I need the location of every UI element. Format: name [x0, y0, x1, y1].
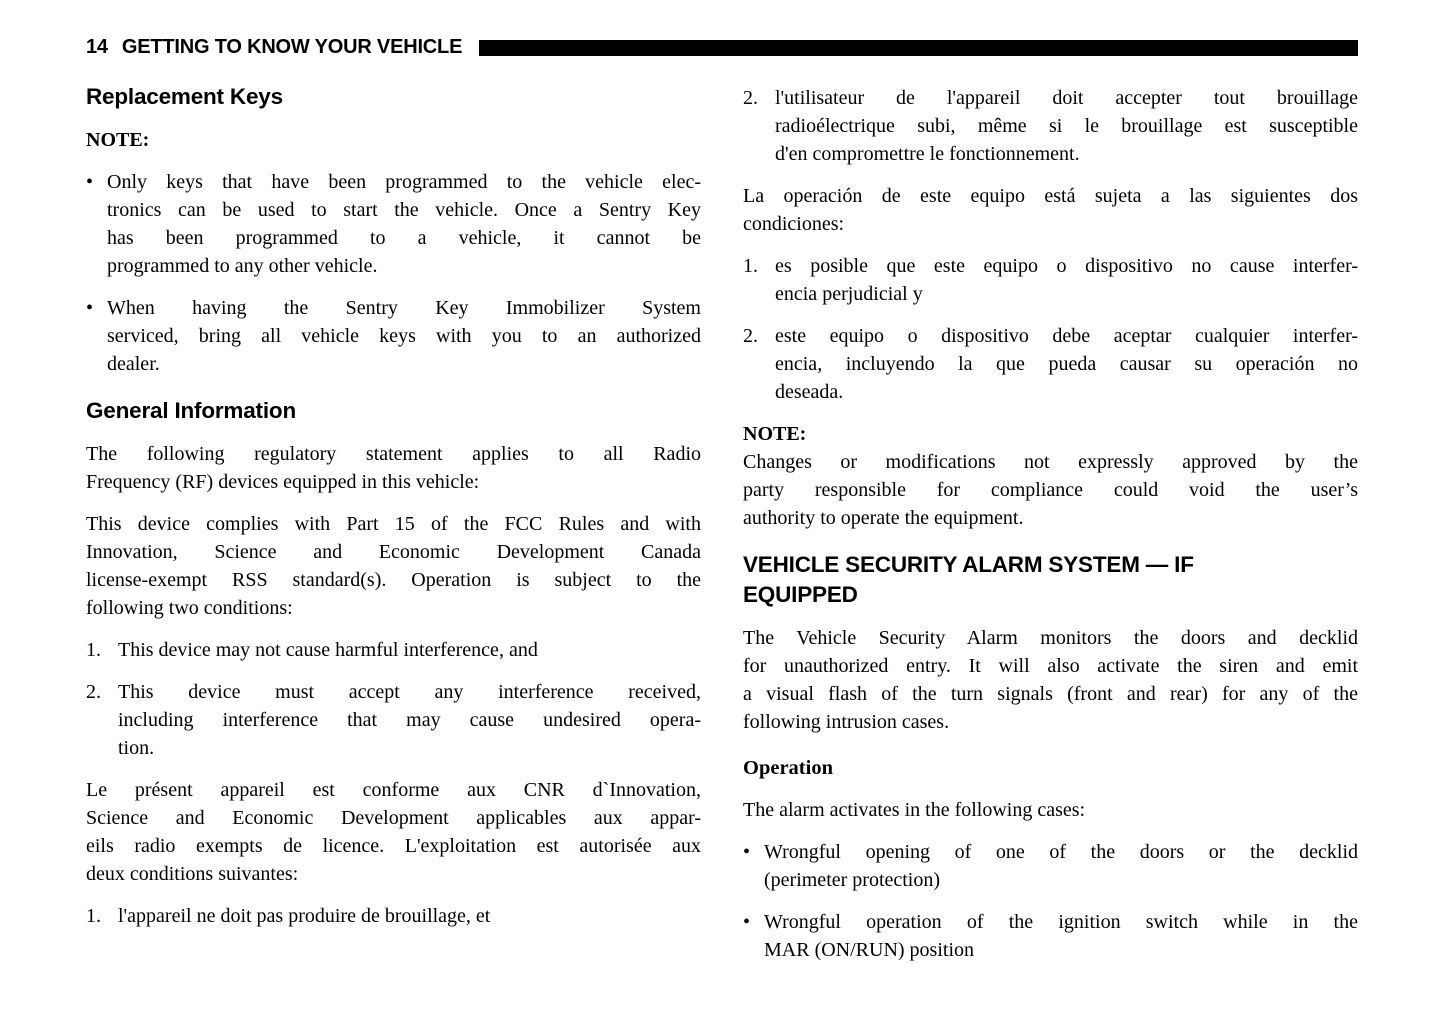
text-line: l'utilisateur de l'appareil doit accepter tout brouillage [775, 87, 1358, 109]
item-content [107, 168, 701, 280]
paragraph [743, 796, 1358, 824]
text-line: authority to operate the equipment. [743, 507, 1024, 529]
item-number: 1. [86, 639, 101, 661]
bullet-marker: • [86, 297, 94, 319]
text-line: The alarm activates in the following cases: [743, 799, 1086, 821]
text-line: The Vehicle Security Alarm monitors the doors and decklid [743, 627, 1358, 649]
text-line: The following regulatory statement applies to all Radio [86, 443, 701, 465]
numbered-item [86, 678, 701, 762]
text-line: deux conditions suivantes: [86, 863, 299, 885]
header-title: GETTING TO KNOW YOUR VEHICLE [121, 36, 463, 58]
page-header [86, 36, 1358, 58]
text-line: este equipo o dispositivo debe aceptar cualquier interfer- [775, 325, 1358, 347]
item-number: 2. [743, 325, 758, 347]
heading-line: Replacement Keys [86, 84, 283, 109]
item-content [764, 908, 1358, 964]
text-line: MAR (ON/RUN) position [764, 939, 975, 961]
text-line: following intrusion cases. [743, 711, 950, 733]
text-line: deseada. [775, 381, 844, 403]
text-line: serviced, bring all vehicle keys with you to an authorized [107, 325, 701, 347]
item-number: 1. [743, 255, 758, 277]
text-line: This device must accept any interference received, [118, 681, 701, 703]
text-line: license-exempt RSS standard(s). Operation is subject to the [86, 569, 701, 591]
text-line: eils radio exempts de licence. L'exploitation est autorisée aux [86, 835, 701, 857]
text-line: radioélectrique subi, même si le brouillage est susceptible [775, 115, 1358, 137]
text-line: Wrongful operation of the ignition switch while in the [764, 911, 1358, 933]
item-content [775, 84, 1358, 168]
bullet-item [743, 908, 1358, 964]
bullet-item [86, 168, 701, 280]
text-line: including interference that may cause undesired opera- [118, 709, 701, 731]
numbered-item [743, 322, 1358, 406]
paragraph [743, 448, 1358, 532]
paragraph [86, 440, 701, 496]
numbered-item [86, 636, 701, 664]
item-content [764, 838, 1358, 894]
text-line: a visual flash of the turn signals (front and rear) for any of the [743, 683, 1358, 705]
numbered-item [743, 252, 1358, 308]
text-line: Only keys that have been programmed to the vehicle elec- [107, 171, 701, 193]
text-line: has been programmed to a vehicle, it cannot be [107, 227, 701, 249]
paragraph [743, 624, 1358, 736]
text-line: party responsible for compliance could void the user’s [743, 479, 1358, 501]
text-line: for unauthorized entry. It will also activate the siren and emit [743, 655, 1358, 677]
text-line: d'en compromettre le fonctionnement. [775, 143, 1080, 165]
item-number: 2. [743, 87, 758, 109]
bullet-marker: • [743, 841, 751, 863]
item-number: 2. [86, 681, 101, 703]
numbered-item [86, 902, 701, 930]
text-line: Changes or modifications not expressly approved by the [743, 451, 1358, 473]
text-line: dealer. [107, 353, 160, 375]
item-content [118, 902, 701, 930]
bullet-marker: • [86, 171, 94, 193]
note-label: NOTE: [86, 129, 150, 151]
text-line: Wrongful opening of one of the doors or the decklid [764, 841, 1358, 863]
text-line: es posible que este equipo o dispositivo no cause interfer- [775, 255, 1358, 277]
paragraph [743, 182, 1358, 238]
left-column [86, 84, 701, 964]
item-number: 1. [86, 905, 101, 927]
text-line: La operación de este equipo está sujeta a las siguientes dos [743, 185, 1358, 207]
text-line: This device may not cause harmful interference, and [118, 639, 538, 661]
text-line: Innovation, Science and Economic Development Canada [86, 541, 701, 563]
text-line: tronics can be used to start the vehicle. Once a Sentry Key [107, 199, 701, 221]
text-line: When having the Sentry Key Immobilizer System [107, 297, 701, 319]
text-line: programmed to any other vehicle. [107, 255, 378, 277]
section-heading [86, 396, 701, 426]
text-line: condiciones: [743, 213, 845, 235]
text-line: This device complies with Part 15 of the FCC Rules and with [86, 513, 701, 535]
item-content [107, 294, 701, 378]
header-bar [479, 40, 1358, 56]
page-number: 14 [86, 36, 108, 58]
note-label: NOTE: [743, 423, 807, 445]
text-line: tion. [118, 737, 155, 759]
bullet-item [86, 294, 701, 378]
heading-line: EQUIPPED [743, 582, 858, 607]
heading-line: VEHICLE SECURITY ALARM SYSTEM — IF [743, 552, 1194, 577]
subsection-heading: Operation [743, 757, 833, 779]
text-line: following two conditions: [86, 597, 293, 619]
item-content [118, 636, 701, 664]
text-line: (perimeter protection) [764, 869, 941, 891]
section-heading [86, 82, 701, 112]
section-heading [743, 550, 1358, 610]
numbered-item [743, 84, 1358, 168]
text-line: Science and Economic Development applicables aux appar- [86, 807, 701, 829]
paragraph [86, 510, 701, 622]
item-content [775, 322, 1358, 406]
bullet-marker: • [743, 911, 751, 933]
bullet-item [743, 838, 1358, 894]
heading-line: General Information [86, 398, 296, 423]
item-content [775, 252, 1358, 308]
item-content [118, 678, 701, 762]
paragraph [86, 776, 701, 888]
text-line: l'appareil ne doit pas produire de brouillage, et [118, 905, 491, 927]
right-column [743, 84, 1358, 964]
text-line: Frequency (RF) devices equipped in this vehicle: [86, 471, 480, 493]
two-column-layout [86, 84, 1358, 964]
text-line: Le présent appareil est conforme aux CNR d`Innovation, [86, 779, 701, 801]
text-line: encia, incluyendo la que pueda causar su operación no [775, 353, 1358, 375]
text-line: encia perjudicial y [775, 283, 923, 305]
